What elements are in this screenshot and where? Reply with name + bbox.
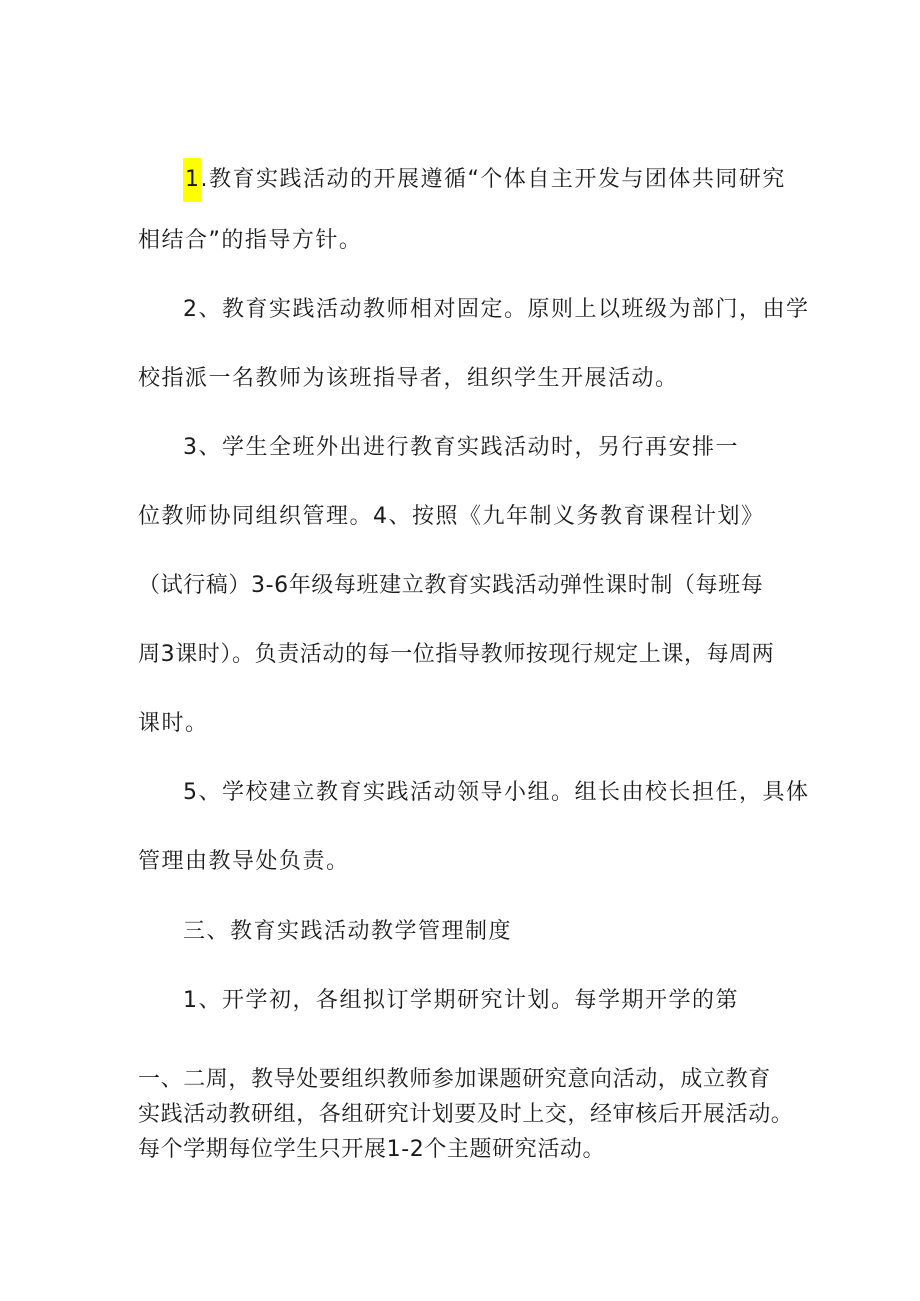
paragraph-line: 1、开学初，各组拟订学期研究计划。每学期开学的第 [183, 988, 739, 1013]
paragraph-line: 校指派一名教师为该班指导者，组织学生开展活动。 [138, 366, 679, 391]
paragraph-line: 位教师协同组织管理。4、按照《九年制义务教育课程计划》 [138, 504, 765, 529]
paragraph-line: 管理由教导处负责。 [138, 849, 350, 874]
paragraph-line [183, 158, 786, 202]
paragraph-line: （试行稿）3-6年级每班建立教育实践活动弹性课时制（每班每 [138, 573, 764, 598]
line-text: .教育实践活动的开展遵循“个体自主开发与团体共同研究 [200, 167, 786, 192]
paragraph-line: 课时。 [138, 711, 209, 736]
paragraph-line: 每个学期每位学生只开展1-2个主题研究活动。 [138, 1137, 606, 1162]
paragraph-line: 周3课时）。负责活动的每一位指导教师按现行规定上课，每周两 [138, 642, 775, 667]
highlighted-item-number: 1 [183, 158, 201, 202]
paragraph-line: 相结合”的指导方针。 [138, 228, 363, 253]
paragraph-line: 一、二周，教导处要组织教师参加课题研究意向活动，成立教育 [138, 1067, 771, 1092]
paragraph-line: 3、学生全班外出进行教育实践活动时，另行再安排一 [183, 435, 739, 460]
paragraph-line: 5、学校建立教育实践活动领导小组。组长由校长担任，具体 [183, 780, 810, 805]
paragraph-line: 2、教育实践活动教师相对固定。原则上以班级为部门，由学 [183, 297, 810, 322]
section-heading: 三、教育实践活动教学管理制度 [183, 919, 513, 944]
paragraph-line: 实践活动教研组，各组研究计划要及时上交，经审核后开展活动。 [138, 1102, 794, 1127]
